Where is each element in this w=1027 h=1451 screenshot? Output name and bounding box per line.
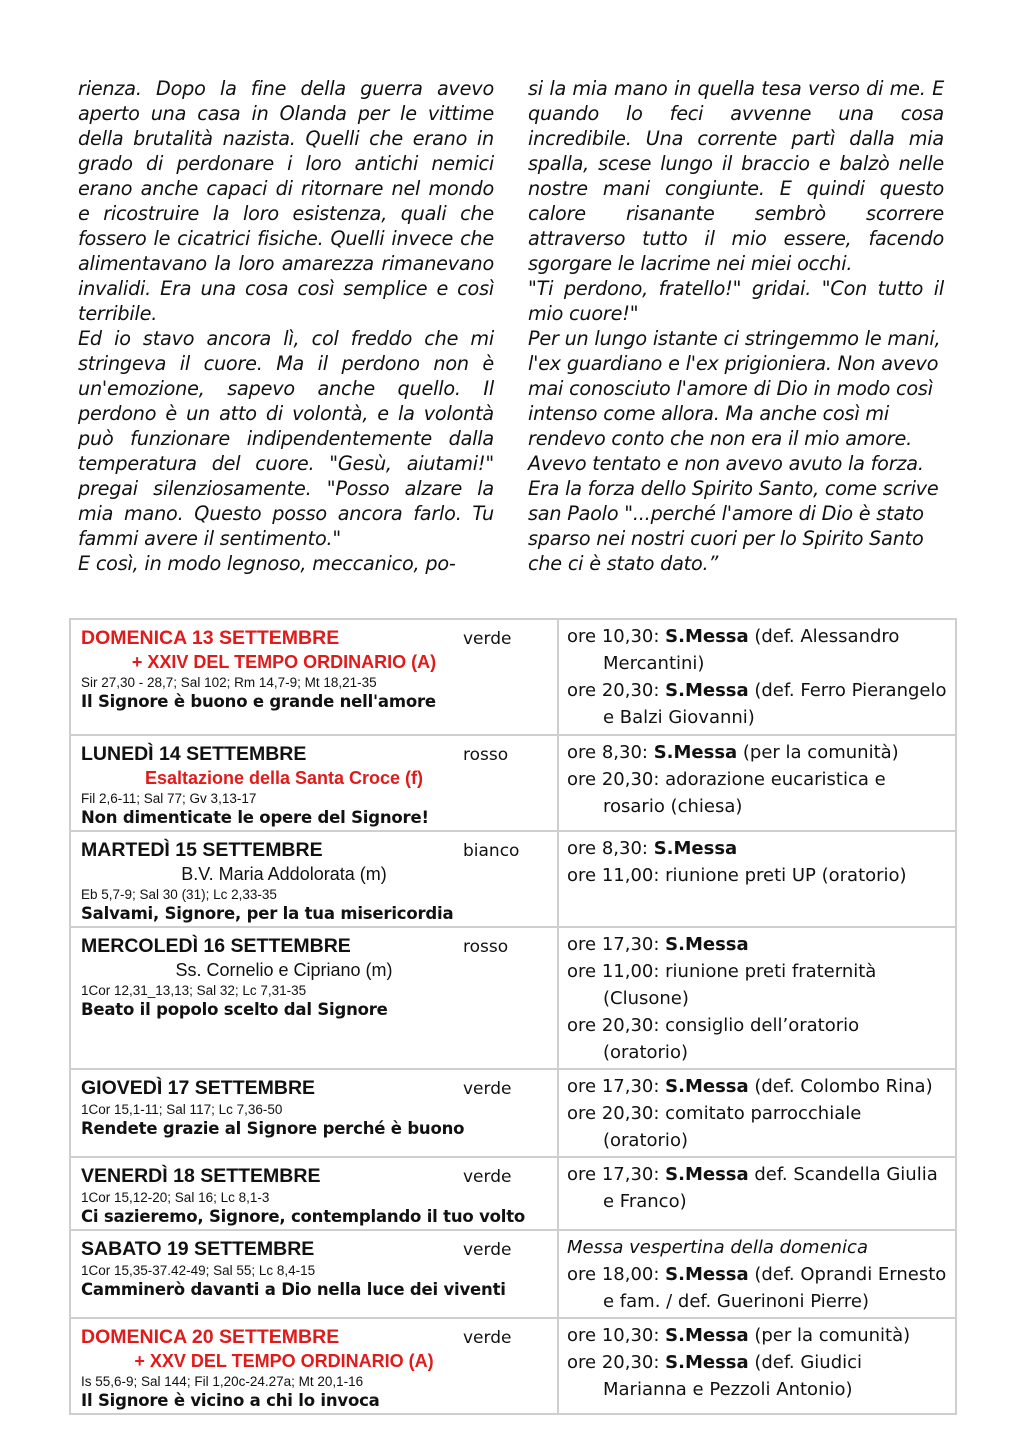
event-item: ore 11,00: riunione preti UP (oratorio) (567, 865, 907, 886)
event-item: ore 11,00: riunione preti fraternità (Clusone) (567, 961, 877, 1009)
day-info-cell (70, 1157, 558, 1230)
readings: 1Cor 15,35-37.42-49; Sal 55; Lc 8,4-15 (81, 1263, 316, 1278)
readings: Sir 27,30 - 28,7; Sal 102; Rm 14,7-9; Mt 18,21-35 (81, 675, 377, 690)
event-item: ore 17,30: S.Messa def. Scandella Giulia e Franco) (567, 1164, 938, 1212)
day-events-cell (558, 831, 956, 927)
psalm-response: Rendete grazie al Signore perché è buono (81, 1119, 465, 1138)
article-paragraph: Per un lungo istante ci stringemmo le mani, l'ex guardiano e l'ex prigioniera. Non avevo mai conosciuto l'amore di Dio in modo così intenso come allora. Ma anche così mi rendevo conto che non era il mio amore. Avevo tentato e non avevo avuto la forza. Era la forza dello Spirito Santo, come scrive san Paolo "...perché l'amore di Dio è stato sparso nei nostri cuori per lo Spirito Santo che ci è stato dato.” (528, 327, 941, 575)
vigil-note: Messa vespertina della domenica (567, 1237, 868, 1258)
liturgical-color: verde (463, 1167, 512, 1187)
liturgical-color: rosso (463, 745, 509, 765)
article-paragraph: E così, in modo legnoso, meccanico, po- (78, 552, 456, 575)
event-item: ore 17,30: S.Messa (567, 934, 749, 955)
day-name: MERCOLEDÌ 16 SETTEMBRE (81, 935, 351, 957)
day-events-cell (558, 735, 956, 831)
liturgical-color: verde (463, 629, 512, 649)
liturgical-color: bianco (463, 841, 520, 861)
event-item: ore 8,30: S.Messa (per la comunità) (567, 742, 899, 763)
readings: 1Cor 15,1-11; Sal 117; Lc 7,36-50 (81, 1102, 283, 1117)
article-column-left (78, 76, 494, 576)
day-name: LUNEDÌ 14 SETTEMBRE (81, 743, 307, 765)
day-name: SABATO 19 SETTEMBRE (81, 1238, 315, 1260)
day-events-cell (558, 1318, 956, 1414)
article-column-right (528, 76, 944, 576)
day-info-cell (70, 1069, 558, 1157)
article-paragraph: si la mia mano in quella tesa verso di me. E quando lo feci avvenne una cosa incredibile. Una corrente partì dalla mia spalla, scese lungo il braccio e balzò nelle nostre mani congiunte. E quindi questo calore risanante sembrò scorrere attraverso tutto il mio essere, facendo sgorgare le lacrime nei miei occhi. (528, 77, 944, 275)
event-item: ore 17,30: S.Messa (def. Colombo Rina) (567, 1076, 933, 1097)
psalm-response: Non dimenticate le opere del Signore! (81, 808, 429, 827)
calendar-row (70, 1157, 956, 1230)
feast-title: B.V. Maria Addolorata (m) (181, 864, 387, 884)
readings: Eb 5,7-9; Sal 30 (31); Lc 2,33-35 (81, 887, 277, 902)
event-item: ore 20,30: S.Messa (def. Giudici Marianna e Pezzoli Antonio) (567, 1352, 863, 1400)
event-item: ore 20,30: consiglio dell’oratorio (oratorio) (567, 1015, 860, 1063)
weekly-calendar-table (69, 618, 957, 1415)
day-info-cell (70, 927, 558, 1069)
day-info-cell (70, 1230, 558, 1318)
liturgical-color: verde (463, 1240, 512, 1260)
day-name: VENERDÌ 18 SETTEMBRE (81, 1165, 321, 1187)
feast-title: + XXIV DEL TEMPO ORDINARIO (A) (131, 652, 437, 672)
day-info-cell (70, 1318, 558, 1414)
day-events-cell (558, 619, 956, 735)
day-events-cell (558, 1069, 956, 1157)
day-name: GIOVEDÌ 17 SETTEMBRE (81, 1077, 316, 1099)
readings: 1Cor 12,31_13,13; Sal 32; Lc 7,31-35 (81, 983, 307, 998)
feast-title: + XXV DEL TEMPO ORDINARIO (A) (134, 1351, 434, 1371)
calendar-row (70, 1069, 956, 1157)
psalm-response: Il Signore è buono e grande nell'amore (81, 692, 436, 711)
event-item: ore 20,30: adorazione eucaristica e rosario (chiesa) (567, 769, 886, 817)
liturgical-color: rosso (463, 937, 509, 957)
feast-title: Esaltazione della Santa Croce (f) (144, 768, 424, 788)
psalm-response: Ci sazieremo, Signore, contemplando il tuo volto (81, 1207, 526, 1226)
day-name: DOMENICA 20 SETTEMBRE (81, 1326, 340, 1348)
event-item: ore 20,30: comitato parrocchiale (oratorio) (567, 1103, 862, 1151)
event-item: ore 10,30: S.Messa (per la comunità) (567, 1325, 911, 1346)
event-item: ore 18,00: S.Messa (def. Oprandi Ernesto e fam. / def. Guerinoni Pierre) (567, 1264, 947, 1312)
feast-title: Ss. Cornelio e Cipriano (m) (175, 960, 393, 980)
article-paragraph: Ed io stavo ancora lì, col freddo che mi stringeva il cuore. Ma il perdono non è un'emozione, sapevo anche quello. Il perdono è un atto di volontà, e la volontà può funzionare indipendentemente dalla temperatura del cuore. "Gesù, aiutami!" pregai silenziosamente. "Posso alzare la mia mano. Questo posso ancora farlo. Tu fammi avere il sentimento." (78, 327, 494, 550)
calendar-row (70, 927, 956, 1069)
calendar-row (70, 735, 956, 831)
liturgical-color: verde (463, 1079, 512, 1099)
day-events-cell (558, 927, 956, 1069)
day-info-cell (70, 735, 558, 831)
calendar-row (70, 831, 956, 927)
day-events-cell (558, 1157, 956, 1230)
readings: Fil 2,6-11; Sal 77; Gv 3,13-17 (81, 791, 257, 806)
calendar-row (70, 619, 956, 735)
calendar-row (70, 1318, 956, 1414)
article-paragraph: rienza. Dopo la fine della guerra avevo aperto una casa in Olanda per le vittime della brutalità nazista. Quelli che erano in grado di perdonare i loro antichi nemici erano anche capaci di ritornare nel mondo e ricostruire la loro esistenza, quali che fossero le cicatrici fisiche. Quelli invece che alimentavano la loro amarezza rimanevano invalidi. Era una cosa così semplice e così terribile. (78, 77, 494, 325)
calendar-row (70, 1230, 956, 1318)
day-events-cell (558, 1230, 956, 1318)
day-name: MARTEDÌ 15 SETTEMBRE (81, 839, 323, 861)
psalm-response: Beato il popolo scelto dal Signore (81, 1000, 388, 1019)
article-paragraph: "Ti perdono, fratello!" gridai. "Con tutto il mio cuore!" (528, 277, 944, 325)
psalm-response: Il Signore è vicino a chi lo invoca (81, 1391, 380, 1410)
day-info-cell (70, 831, 558, 927)
day-name: DOMENICA 13 SETTEMBRE (81, 627, 340, 649)
readings: 1Cor 15,12-20; Sal 16; Lc 8,1-3 (81, 1190, 270, 1205)
readings: Is 55,6-9; Sal 144; Fil 1,20c-24.27a; Mt 20,1-16 (81, 1374, 364, 1389)
day-info-cell (70, 619, 558, 735)
psalm-response: Salvami, Signore, per la tua misericordia (81, 904, 454, 923)
event-item: ore 8,30: S.Messa (567, 838, 738, 859)
event-item: ore 20,30: S.Messa (def. Ferro Pierangelo e Balzi Giovanni) (567, 680, 947, 728)
psalm-response: Camminerò davanti a Dio nella luce dei viventi (81, 1280, 506, 1299)
event-item: ore 10,30: S.Messa (def. Alessandro Mercantini) (567, 626, 900, 674)
liturgical-color: verde (463, 1328, 512, 1348)
